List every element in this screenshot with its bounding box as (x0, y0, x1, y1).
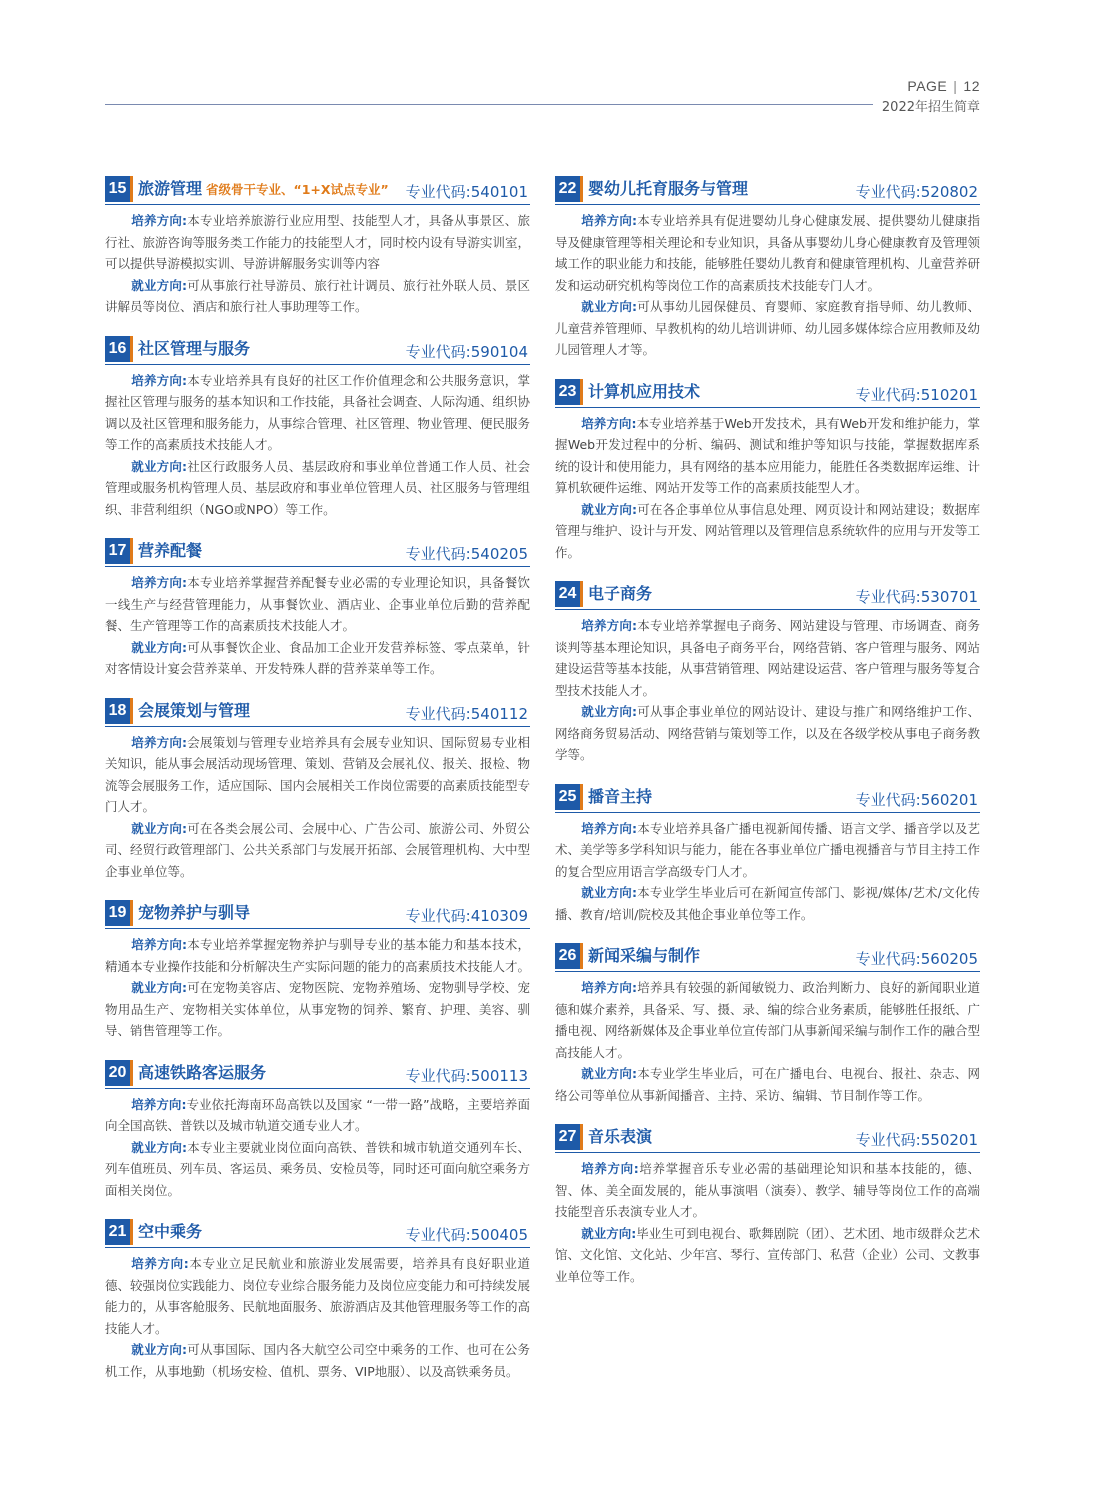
training-text: 专业依托海南环岛高铁以及国家 “一带一路”战略，主要培养面向全国高铁、普铁以及城市轨道交通专业人才。 (105, 1096, 530, 1133)
employment-direction (555, 701, 980, 766)
page-separator: | (953, 78, 958, 94)
major-entry (105, 1217, 530, 1382)
training-text: 本专业培养具有促进婴幼儿身心健康发展、提供婴幼儿健康指导及健康管理等相关理论和专业知识，具备从事婴幼儿身心健康教育及管理领域工作的职业能力和技能，能够胜任婴幼儿教育和健康管理机构、儿童营养研发和运动研究机构等岗位工作的高素质技术技能专门人才。 (555, 213, 981, 293)
training-direction (105, 732, 530, 818)
training-direction (555, 1158, 980, 1223)
major-number-badge: 16 (105, 336, 130, 362)
training-text: 会展策划与管理专业培养具有会展专业知识、国际贸易专业相关知识，能从事会展活动现场管理、策划、营销及会展礼仪、报关、报检、物流等会展服务工作，适应国际、国内会展相关工作岗位需要的高素质技能型专门人才。 (105, 734, 531, 814)
employment-direction (105, 275, 530, 318)
major-number-badge: 17 (105, 538, 130, 564)
training-label: 培养方向: (581, 213, 638, 228)
employment-label: 就业方向: (131, 820, 188, 836)
major-tag: 省级骨干专业、“1+X试点专业” (206, 182, 389, 197)
major-code: 专业代码:550201 (855, 1131, 978, 1149)
major-header (105, 898, 530, 929)
employment-text: 本专业主要就业岗位面向高铁、普铁和城市轨道交通列车长、列车值班员、列车员、客运员、乘务员、安检员等，同时还可面向航空乘务方面相关岗位。 (105, 1139, 531, 1198)
training-direction (105, 370, 530, 456)
major-title: 电子商务 (588, 584, 653, 603)
training-label: 培养方向: (131, 734, 188, 750)
training-label: 培养方向: (581, 618, 638, 633)
employment-label: 就业方向: (131, 1342, 188, 1357)
major-code: 专业代码:560201 (855, 790, 978, 809)
training-direction (555, 977, 980, 1063)
employment-label: 就业方向: (581, 885, 637, 900)
major-title: 计算机应用技术 (588, 381, 701, 401)
employment-text: 可从事旅行社导游员、旅行社计调员、旅行社外联人员、景区讲解员等岗位、酒店和旅行社人事助理等工作。 (105, 277, 530, 314)
employment-label: 就业方向: (581, 299, 638, 314)
major-header (555, 941, 980, 972)
page-number (907, 78, 980, 94)
employment-label: 就业方向: (131, 1139, 188, 1155)
major-code: 专业代码:500405 (405, 1226, 528, 1244)
training-label: 培养方向: (131, 372, 188, 388)
training-direction (555, 413, 980, 499)
employment-label: 就业方向: (131, 980, 188, 995)
major-entry (105, 334, 530, 521)
employment-label: 就业方向: (131, 277, 188, 293)
major-header (105, 1058, 530, 1089)
employment-text: 可从事国际、国内各大航空公司空中乘务的工作、也可在公务机工作，从事地勤（机场安检、值机、票务、VIP地服）、以及高铁乘务员。 (105, 1342, 530, 1379)
training-text: 本专业培养具有良好的社区工作价值理念和公共服务意识，掌握社区管理与服务的基本知识和工作技能，具备社会调查、人际沟通、组织协调以及社区管理和服务能力，从事综合管理、社区管理、物业管理、便民服务等工作的高素质技术技能人才。 (105, 372, 531, 452)
employment-direction (105, 977, 530, 1042)
training-text: 本专业培养具备广播电视新闻传播、语言文学、播音学以及艺术、美学等多学科知识与能力，能在各事业单位广播电视播音与节目主持工作的复合型应用语言学高级专门人才。 (555, 820, 981, 879)
page-number-value: 12 (963, 78, 980, 94)
major-code: 专业代码:540101 (405, 183, 528, 201)
major-title: 新闻采编与制作 (588, 946, 701, 965)
training-direction (105, 210, 530, 275)
employment-text: 本专业学生毕业后，可在广播电台、电视台、报社、杂志、网络公司等单位从事新闻播音、主持、采访、编辑、节目制作等工作。 (555, 1066, 980, 1103)
major-entry (105, 898, 530, 1042)
training-label: 培养方向: (581, 820, 638, 836)
training-label: 培养方向: (131, 937, 188, 952)
employment-direction (555, 1223, 980, 1288)
major-code: 专业代码:590104 (405, 342, 528, 361)
right-column (555, 174, 980, 1303)
page-label: PAGE (907, 78, 948, 94)
major-number-badge: 22 (555, 176, 580, 202)
major-entry (555, 1122, 980, 1287)
training-label: 培养方向: (131, 575, 188, 590)
training-text: 本专业培养旅游行业应用型、技能型人才，具备从事景区、旅行社、旅游咨询等服务类工作能力的技能型人才，同时校内设有导游实训室，可以提供导游模拟实训、导游讲解服务实训等内容 (105, 213, 531, 271)
employment-label: 就业方向: (131, 458, 188, 474)
employment-direction (105, 637, 530, 680)
page-subtitle: 2022年招生简章 (881, 100, 980, 115)
major-header (105, 536, 530, 567)
major-number-badge: 15 (105, 176, 130, 202)
employment-label: 就业方向: (581, 1066, 638, 1081)
employment-direction (105, 1339, 530, 1382)
major-code: 专业代码:510201 (855, 385, 978, 404)
major-entry (555, 579, 980, 766)
training-label: 培养方向: (131, 1096, 187, 1112)
employment-direction (555, 882, 980, 925)
employment-text: 本专业学生毕业后可在新闻宣传部门、影视/媒体/艺术/文化传播、教育/培训/院校及其他企事业单位等工作。 (555, 885, 981, 922)
major-entry (105, 696, 530, 883)
major-number-badge: 27 (555, 1124, 580, 1150)
major-title: 宠物养护与驯导 (138, 903, 251, 922)
training-text: 培养掌握音乐专业必需的基础理论知识和基本技能的，德、智、体、美全面发展的，能从事演唱（演奏）、教学、辅导等岗位工作的高端技能型音乐表演专业人才。 (555, 1161, 980, 1219)
major-title: 社区管理与服务 (138, 338, 251, 358)
employment-label: 就业方向: (131, 639, 188, 655)
training-text: 本专业培养掌握营养配餐专业必需的专业理论知识，具备餐饮一线生产与经营管理能力，从事餐饮业、酒店业、企事业单位后勤的营养配餐、生产管理等工作的高素质技术技能人才。 (105, 575, 530, 633)
major-header (105, 696, 530, 727)
major-title: 婴幼儿托育服务与管理 (588, 179, 749, 198)
major-number-badge: 24 (555, 581, 580, 607)
employment-text: 毕业生可到电视台、歌舞剧院（团）、艺术团、地市级群众艺术馆、文化馆、文化站、少年宫、琴行、宣传部门、私营（企业）公司、文教事业单位等工作。 (555, 1225, 981, 1284)
major-entry (105, 536, 530, 680)
major-entry (555, 941, 980, 1106)
major-title: 播音主持 (588, 786, 653, 806)
training-label: 培养方向: (131, 1256, 189, 1271)
training-text: 本专业立足民航业和旅游业发展需要，培养具有良好职业道德、较强岗位实践能力、岗位专业综合服务能力及岗位应变能力和可持续发展能力的，从事客舱服务、民航地面服务、旅游酒店及其他管理服务等工作的高技能人才。 (105, 1256, 531, 1336)
employment-text: 可在宠物美容店、宠物医院、宠物养殖场、宠物驯导学校、宠物用品生产、宠物相关实体单位，从事宠物的饲养、繁育、护理、美容、驯导、销售管理等工作。 (105, 980, 530, 1038)
major-title: 空中乘务 (138, 1222, 203, 1241)
major-header (555, 1122, 980, 1153)
major-entry (105, 1058, 530, 1202)
employment-text: 可从事企事业单位的网站设计、建设与推广和网络维护工作、网络商务贸易活动、网络营销与策划等工作，以及在各级学校从事电子商务教学等。 (555, 704, 981, 762)
employment-text: 可从事餐饮企业、食品加工企业开发营养标签、零点菜单，针对客情设计宴会营养菜单、开发特殊人群的营养菜单等工作。 (105, 639, 530, 676)
major-entry (105, 174, 530, 318)
employment-text: 社区行政服务人员、基层政府和事业单位普通工作人员、社会管理或服务机构管理人员、基层政府和事业单位管理人员、社区服务与管理组织、非营利组织（NGO或NPO）等工作。 (105, 458, 531, 517)
major-code: 专业代码:500113 (405, 1066, 528, 1085)
training-direction (555, 818, 980, 883)
major-header (555, 782, 980, 813)
major-entry (555, 782, 980, 926)
major-header (555, 377, 980, 408)
left-column (105, 174, 530, 1398)
training-direction (105, 1094, 530, 1137)
major-title: 旅游管理 (138, 179, 203, 198)
training-direction (105, 572, 530, 637)
major-title: 音乐表演 (588, 1127, 653, 1146)
major-number-badge: 23 (555, 379, 580, 405)
major-title: 会展策划与管理 (138, 700, 251, 720)
employment-direction (105, 1137, 530, 1202)
training-direction (105, 934, 530, 977)
major-code: 专业代码:540205 (405, 545, 528, 563)
major-title: 营养配餐 (138, 541, 203, 560)
major-header (105, 1217, 530, 1248)
page-header (0, 0, 1098, 120)
major-number-badge: 26 (555, 943, 580, 969)
training-label: 培养方向: (581, 415, 637, 431)
training-text: 本专业培养掌握电子商务、网站建设与管理、市场调查、商务谈判等基本理论知识，具备电子商务平台，网络营销、客户管理与服务、网站建设运营等基本技能，从事营销管理、网站建设运营、客户管理与服务等复合型技术技能人才。 (555, 618, 981, 698)
training-label: 培养方向: (581, 980, 638, 995)
employment-direction (555, 296, 980, 361)
major-header (105, 334, 530, 365)
major-header (105, 174, 530, 205)
major-header (555, 174, 980, 205)
employment-label: 就业方向: (581, 704, 638, 719)
major-code: 专业代码:530701 (855, 588, 978, 606)
training-direction (555, 615, 980, 701)
major-number-badge: 20 (105, 1060, 130, 1086)
major-entry (555, 377, 980, 564)
training-label: 培养方向: (131, 213, 188, 228)
employment-text: 可从事幼儿园保健员、育婴师、家庭教育指导师、幼儿教师、儿童营养管理师、早教机构的幼儿培训讲师、幼儿园多媒体综合应用教师及幼儿园管理人才等。 (555, 299, 981, 357)
major-number-badge: 21 (105, 1219, 130, 1245)
training-text: 本专业培养掌握宠物养护与驯导专业的基本能力和基本技术，精通本专业操作技能和分析解决生产实际问题的能力的高素质技术技能人才。 (105, 937, 531, 974)
major-entry (555, 174, 980, 361)
major-code: 专业代码:520802 (855, 183, 978, 201)
training-label: 培养方向: (581, 1161, 639, 1176)
employment-direction (105, 818, 530, 883)
employment-direction (555, 1063, 980, 1106)
major-code: 专业代码:410309 (405, 907, 528, 925)
major-number-badge: 19 (105, 900, 130, 926)
major-code: 专业代码:560205 (855, 950, 978, 968)
header-rule (105, 104, 873, 105)
employment-text: 可在各企事单位从事信息处理、网页设计和网站建设；数据库管理与维护、设计与开发、网站管理以及管理信息系统软件的应用与开发等工作。 (555, 501, 981, 560)
employment-text: 可在各类会展公司、会展中心、广告公司、旅游公司、外贸公司、经贸行政管理部门、公共关系部门与发展开拓部、会展管理机构、大中型企事业单位等。 (105, 820, 531, 879)
employment-label: 就业方向: (581, 501, 638, 517)
employment-label: 就业方向: (581, 1225, 637, 1241)
major-number-badge: 18 (105, 698, 130, 724)
major-number-badge: 25 (555, 784, 580, 810)
employment-direction (555, 499, 980, 564)
major-title: 高速铁路客运服务 (138, 1062, 267, 1082)
major-code: 专业代码:540112 (405, 704, 528, 723)
training-text: 培养具有较强的新闻敏锐力、政治判断力、良好的新闻职业道德和媒介素养，具备采、写、摄、录、编的综合业务素质，能够胜任报纸、广播电视、网络新媒体及企事业单位宣传部门从事新闻采编与制作工作的融合型高技能人才。 (555, 980, 981, 1060)
training-direction (555, 210, 980, 296)
training-direction (105, 1253, 530, 1339)
training-text: 本专业培养基于Web开发技术，具有Web开发和维护能力，掌握Web开发过程中的分析、编码、测试和维护等知识与技能，掌握数据库系统的设计和使用能力，具有网络的基本应用能力，能胜任各类数据库运维、计算机软硬件运维、网站开发等工作的高素质技能型人才。 (555, 415, 981, 495)
employment-direction (105, 456, 530, 521)
major-header (555, 579, 980, 610)
